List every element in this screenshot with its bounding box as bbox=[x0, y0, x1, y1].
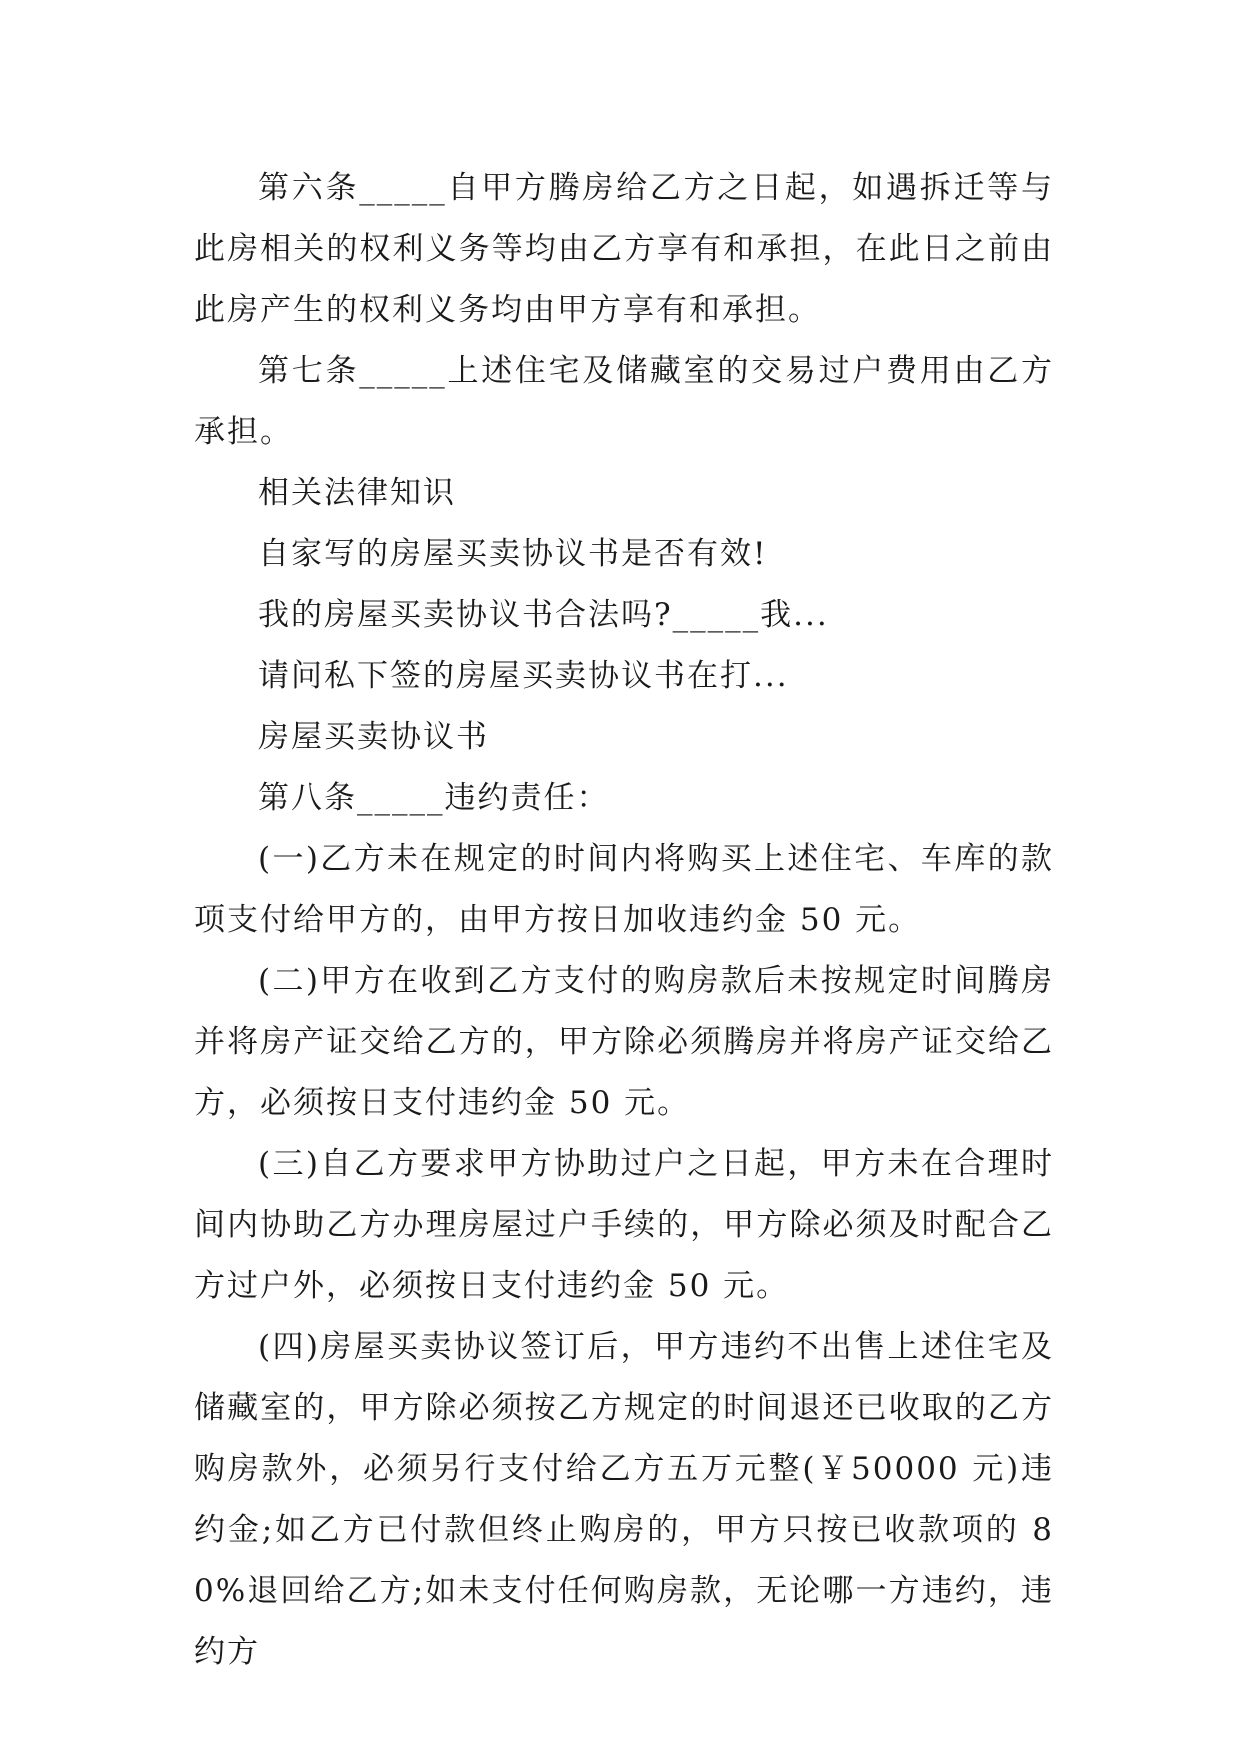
related-link-4: 房屋买卖协议书 bbox=[258, 719, 489, 755]
article-6-paragraph: 第六条_____自甲方腾房给乙方之日起，如遇拆迁等与此房相关的权利义务等均由乙方享有和承担，在此日之前由此房产生的权利义务均由甲方享有和承担。 bbox=[194, 170, 1054, 328]
related-link-2: 我的房屋买卖协议书合法吗?_____我... bbox=[258, 597, 829, 633]
clause-4-paragraph: (四)房屋买卖协议签订后，甲方违约不出售上述住宅及储藏室的，甲方除必须按乙方规定的时间退还已收取的乙方购房款外，必须另行支付给乙方五万元整(￥50000 元)违约金;如乙方已付款但终止购房的，甲方只按已收款项的 80%退回给乙方;如未支付任何购房款，无论哪一方违约，违约方 bbox=[194, 1329, 1054, 1670]
related-link-3: 请问私下签的房屋买卖协议书在打... bbox=[258, 658, 789, 694]
clause-2-paragraph: (二)甲方在收到乙方支付的购房款后未按规定时间腾房并将房产证交给乙方的，甲方除必须腾房并将房产证交给乙方，必须按日支付违约金 50 元。 bbox=[194, 963, 1054, 1121]
related-link-1: 自家写的房屋买卖协议书是否有效! bbox=[258, 536, 768, 572]
clause-3-paragraph: (三)自乙方要求甲方协助过户之日起，甲方未在合理时间内协助乙方办理房屋过户手续的，甲方除必须及时配合乙方过户外，必须按日支付违约金 50 元。 bbox=[194, 1146, 1054, 1304]
article-7-paragraph: 第七条_____上述住宅及储藏室的交易过户费用由乙方承担。 bbox=[194, 353, 1054, 450]
related-legal-knowledge-heading: 相关法律知识 bbox=[258, 475, 456, 511]
document-body bbox=[194, 158, 1054, 1683]
clause-1-paragraph: (一)乙方未在规定的时间内将购买上述住宅、车库的款项支付给甲方的，由甲方按日加收违约金 50 元。 bbox=[194, 841, 1054, 938]
article-8-heading: 第八条_____违约责任： bbox=[258, 780, 610, 816]
